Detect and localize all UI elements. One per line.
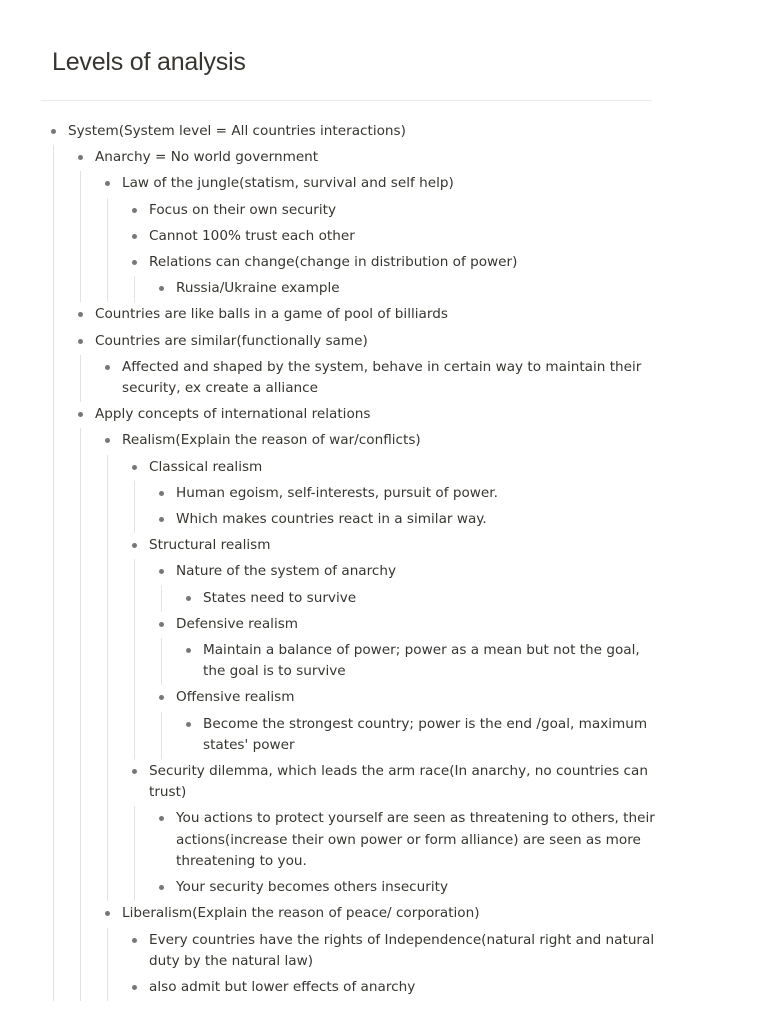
- bullet-outline: [41, 119, 661, 1001]
- bullet-item: [122, 198, 661, 224]
- bullet-item: [149, 559, 661, 611]
- bullet-row[interactable]: [122, 455, 661, 481]
- nested-bullet-list: [53, 145, 661, 1001]
- bullet-row[interactable]: [95, 171, 661, 197]
- bullet-item: [95, 428, 661, 901]
- bullet-dot-icon: [159, 622, 164, 627]
- bullet-text[interactable]: Countries are like balls in a game of pool of billiards: [95, 306, 448, 323]
- bullet-item: [122, 224, 661, 250]
- bullet-dot-icon: [159, 569, 164, 574]
- bullet-row[interactable]: [122, 224, 661, 250]
- bullet-dot-icon: [159, 517, 164, 522]
- bullet-dot-icon: [159, 695, 164, 700]
- title-divider: [41, 100, 652, 101]
- nested-bullet-list: [80, 171, 661, 302]
- bullet-row[interactable]: [149, 806, 661, 875]
- bullet-text[interactable]: Apply concepts of international relations: [95, 406, 371, 423]
- bullet-row[interactable]: [149, 875, 661, 901]
- bullet-text[interactable]: Realism(Explain the reason of war/conflicts): [122, 432, 421, 449]
- bullet-dot-icon: [186, 648, 191, 653]
- nested-bullet-list: [107, 198, 661, 303]
- bullet-dot-icon: [105, 365, 110, 370]
- bullet-dot-icon: [132, 769, 137, 774]
- bullet-text[interactable]: Offensive realism: [176, 689, 295, 706]
- bullet-row[interactable]: [122, 533, 661, 559]
- bullet-dot-icon: [159, 885, 164, 890]
- bullet-text[interactable]: You actions to protect yourself are seen as threatening to others, their actions(increase their own power or form alliance) are seen as more threatening to you.: [176, 810, 655, 869]
- bullet-item: [149, 507, 661, 533]
- bullet-dot-icon: [132, 465, 137, 470]
- bullet-text[interactable]: Which makes countries react in a similar way.: [176, 511, 487, 528]
- bullet-text[interactable]: Structural realism: [149, 537, 271, 554]
- bullet-item: [149, 481, 661, 507]
- bullet-text[interactable]: Your security becomes others insecurity: [176, 879, 449, 896]
- bullet-text[interactable]: Relations can change(change in distribution of power): [149, 254, 518, 271]
- bullet-row[interactable]: [149, 559, 661, 585]
- bullet-text[interactable]: also admit but lower effects of anarchy: [149, 978, 416, 995]
- bullet-text[interactable]: Maintain a balance of power; power as a mean but not the goal, the goal is to survive: [203, 642, 640, 680]
- bullet-text[interactable]: Countries are similar(functionally same): [95, 332, 368, 349]
- bullet-item: [95, 171, 661, 302]
- bullet-text[interactable]: Anarchy = No world government: [95, 149, 319, 166]
- bullet-text[interactable]: Liberalism(Explain the reason of peace/ corporation): [122, 905, 480, 922]
- bullet-row[interactable]: [68, 329, 661, 355]
- bullet-dot-icon: [132, 208, 137, 213]
- bullet-dot-icon: [132, 938, 137, 943]
- bullet-item: [176, 586, 661, 612]
- bullet-item: [122, 455, 661, 534]
- bullet-item: [68, 402, 661, 1001]
- bullet-text[interactable]: Cannot 100% trust each other: [149, 227, 355, 244]
- bullet-row[interactable]: [68, 302, 661, 328]
- bullet-item: [95, 355, 661, 402]
- bullet-row[interactable]: [122, 975, 661, 1001]
- bullet-row[interactable]: [149, 276, 661, 302]
- nested-bullet-list: [134, 559, 661, 759]
- nested-bullet-list: [161, 586, 661, 612]
- bullet-row[interactable]: [149, 685, 661, 711]
- nested-bullet-list: [107, 928, 661, 1002]
- bullet-item: [122, 759, 661, 901]
- nested-bullet-list: [134, 276, 661, 302]
- bullet-dot-icon: [159, 816, 164, 821]
- bullet-row[interactable]: [149, 612, 661, 638]
- bullet-row[interactable]: [122, 198, 661, 224]
- bullet-row[interactable]: [68, 145, 661, 171]
- nested-bullet-list: [134, 806, 661, 901]
- bullet-row[interactable]: [41, 119, 661, 145]
- bullet-text[interactable]: Security dilemma, which leads the arm race(In anarchy, no countries can trust): [149, 763, 648, 801]
- nested-bullet-list: [80, 428, 661, 1001]
- nested-bullet-list: [161, 712, 661, 759]
- bullet-dot-icon: [78, 155, 83, 160]
- bullet-item: [122, 928, 661, 975]
- bullet-text[interactable]: Affected and shaped by the system, behave in certain way to maintain their security, ex create a alliance: [122, 358, 642, 397]
- bullet-dot-icon: [78, 312, 83, 317]
- bullet-dot-icon: [186, 596, 191, 601]
- bullet-item: [149, 276, 661, 302]
- bullet-dot-icon: [132, 543, 137, 548]
- bullet-row[interactable]: [149, 507, 661, 533]
- bullet-row[interactable]: [122, 250, 661, 276]
- bullet-dot-icon: [78, 339, 83, 344]
- bullet-item: [176, 638, 661, 685]
- bullet-text[interactable]: Russia/Ukraine example: [176, 280, 340, 297]
- bullet-dot-icon: [159, 286, 164, 291]
- bullet-dot-icon: [105, 181, 110, 186]
- bullet-text[interactable]: Human egoism, self-interests, pursuit of power.: [176, 484, 498, 501]
- bullet-text[interactable]: Become the strongest country; power is the end /goal, maximum states' power: [203, 715, 648, 753]
- bullet-text[interactable]: Nature of the system of anarchy: [176, 563, 397, 580]
- bullet-row[interactable]: [95, 428, 661, 454]
- bullet-text[interactable]: Focus on their own security: [149, 201, 337, 218]
- bullet-text[interactable]: Classical realism: [149, 458, 263, 475]
- nested-bullet-list: [107, 455, 661, 902]
- bullet-dot-icon: [105, 438, 110, 443]
- bullet-text[interactable]: Every countries have the rights of Independence(natural right and natural duty by the natural law): [149, 931, 655, 969]
- bullet-item: [122, 250, 661, 302]
- bullet-item: [68, 145, 661, 302]
- bullet-row[interactable]: [122, 928, 661, 975]
- bullet-dot-icon: [132, 985, 137, 990]
- bullet-dot-icon: [78, 412, 83, 417]
- page-title: Levels of analysis: [52, 48, 246, 76]
- bullet-item: [176, 712, 661, 759]
- bullet-item: [149, 806, 661, 875]
- bullet-item: [149, 612, 661, 686]
- bullet-row[interactable]: [176, 638, 661, 685]
- bullet-list: [41, 119, 661, 1001]
- bullet-row[interactable]: [95, 355, 661, 402]
- nested-bullet-list: [80, 355, 661, 402]
- bullet-item: [149, 685, 661, 759]
- bullet-row[interactable]: [122, 759, 661, 806]
- bullet-dot-icon: [105, 911, 110, 916]
- bullet-row[interactable]: [149, 481, 661, 507]
- bullet-item: [149, 875, 661, 901]
- bullet-dot-icon: [132, 234, 137, 239]
- bullet-row[interactable]: [176, 586, 661, 612]
- bullet-dot-icon: [51, 129, 56, 134]
- bullet-dot-icon: [159, 491, 164, 496]
- nested-bullet-list: [134, 481, 661, 533]
- bullet-dot-icon: [186, 722, 191, 727]
- bullet-item: [68, 329, 661, 403]
- nested-bullet-list: [161, 638, 661, 685]
- bullet-item: [122, 975, 661, 1001]
- bullet-row[interactable]: [95, 901, 661, 927]
- bullet-item: [122, 533, 661, 759]
- bullet-text[interactable]: States need to survive: [203, 589, 357, 606]
- bullet-text[interactable]: Law of the jungle(statism, survival and self help): [122, 175, 454, 192]
- bullet-item: [95, 901, 661, 1001]
- bullet-item: [68, 302, 661, 328]
- bullet-row[interactable]: [176, 712, 661, 759]
- bullet-item: [41, 119, 661, 1001]
- bullet-text[interactable]: Defensive realism: [176, 615, 299, 632]
- bullet-row[interactable]: [68, 402, 661, 428]
- bullet-text[interactable]: System(System level = All countries interactions): [68, 123, 406, 139]
- bullet-dot-icon: [132, 260, 137, 265]
